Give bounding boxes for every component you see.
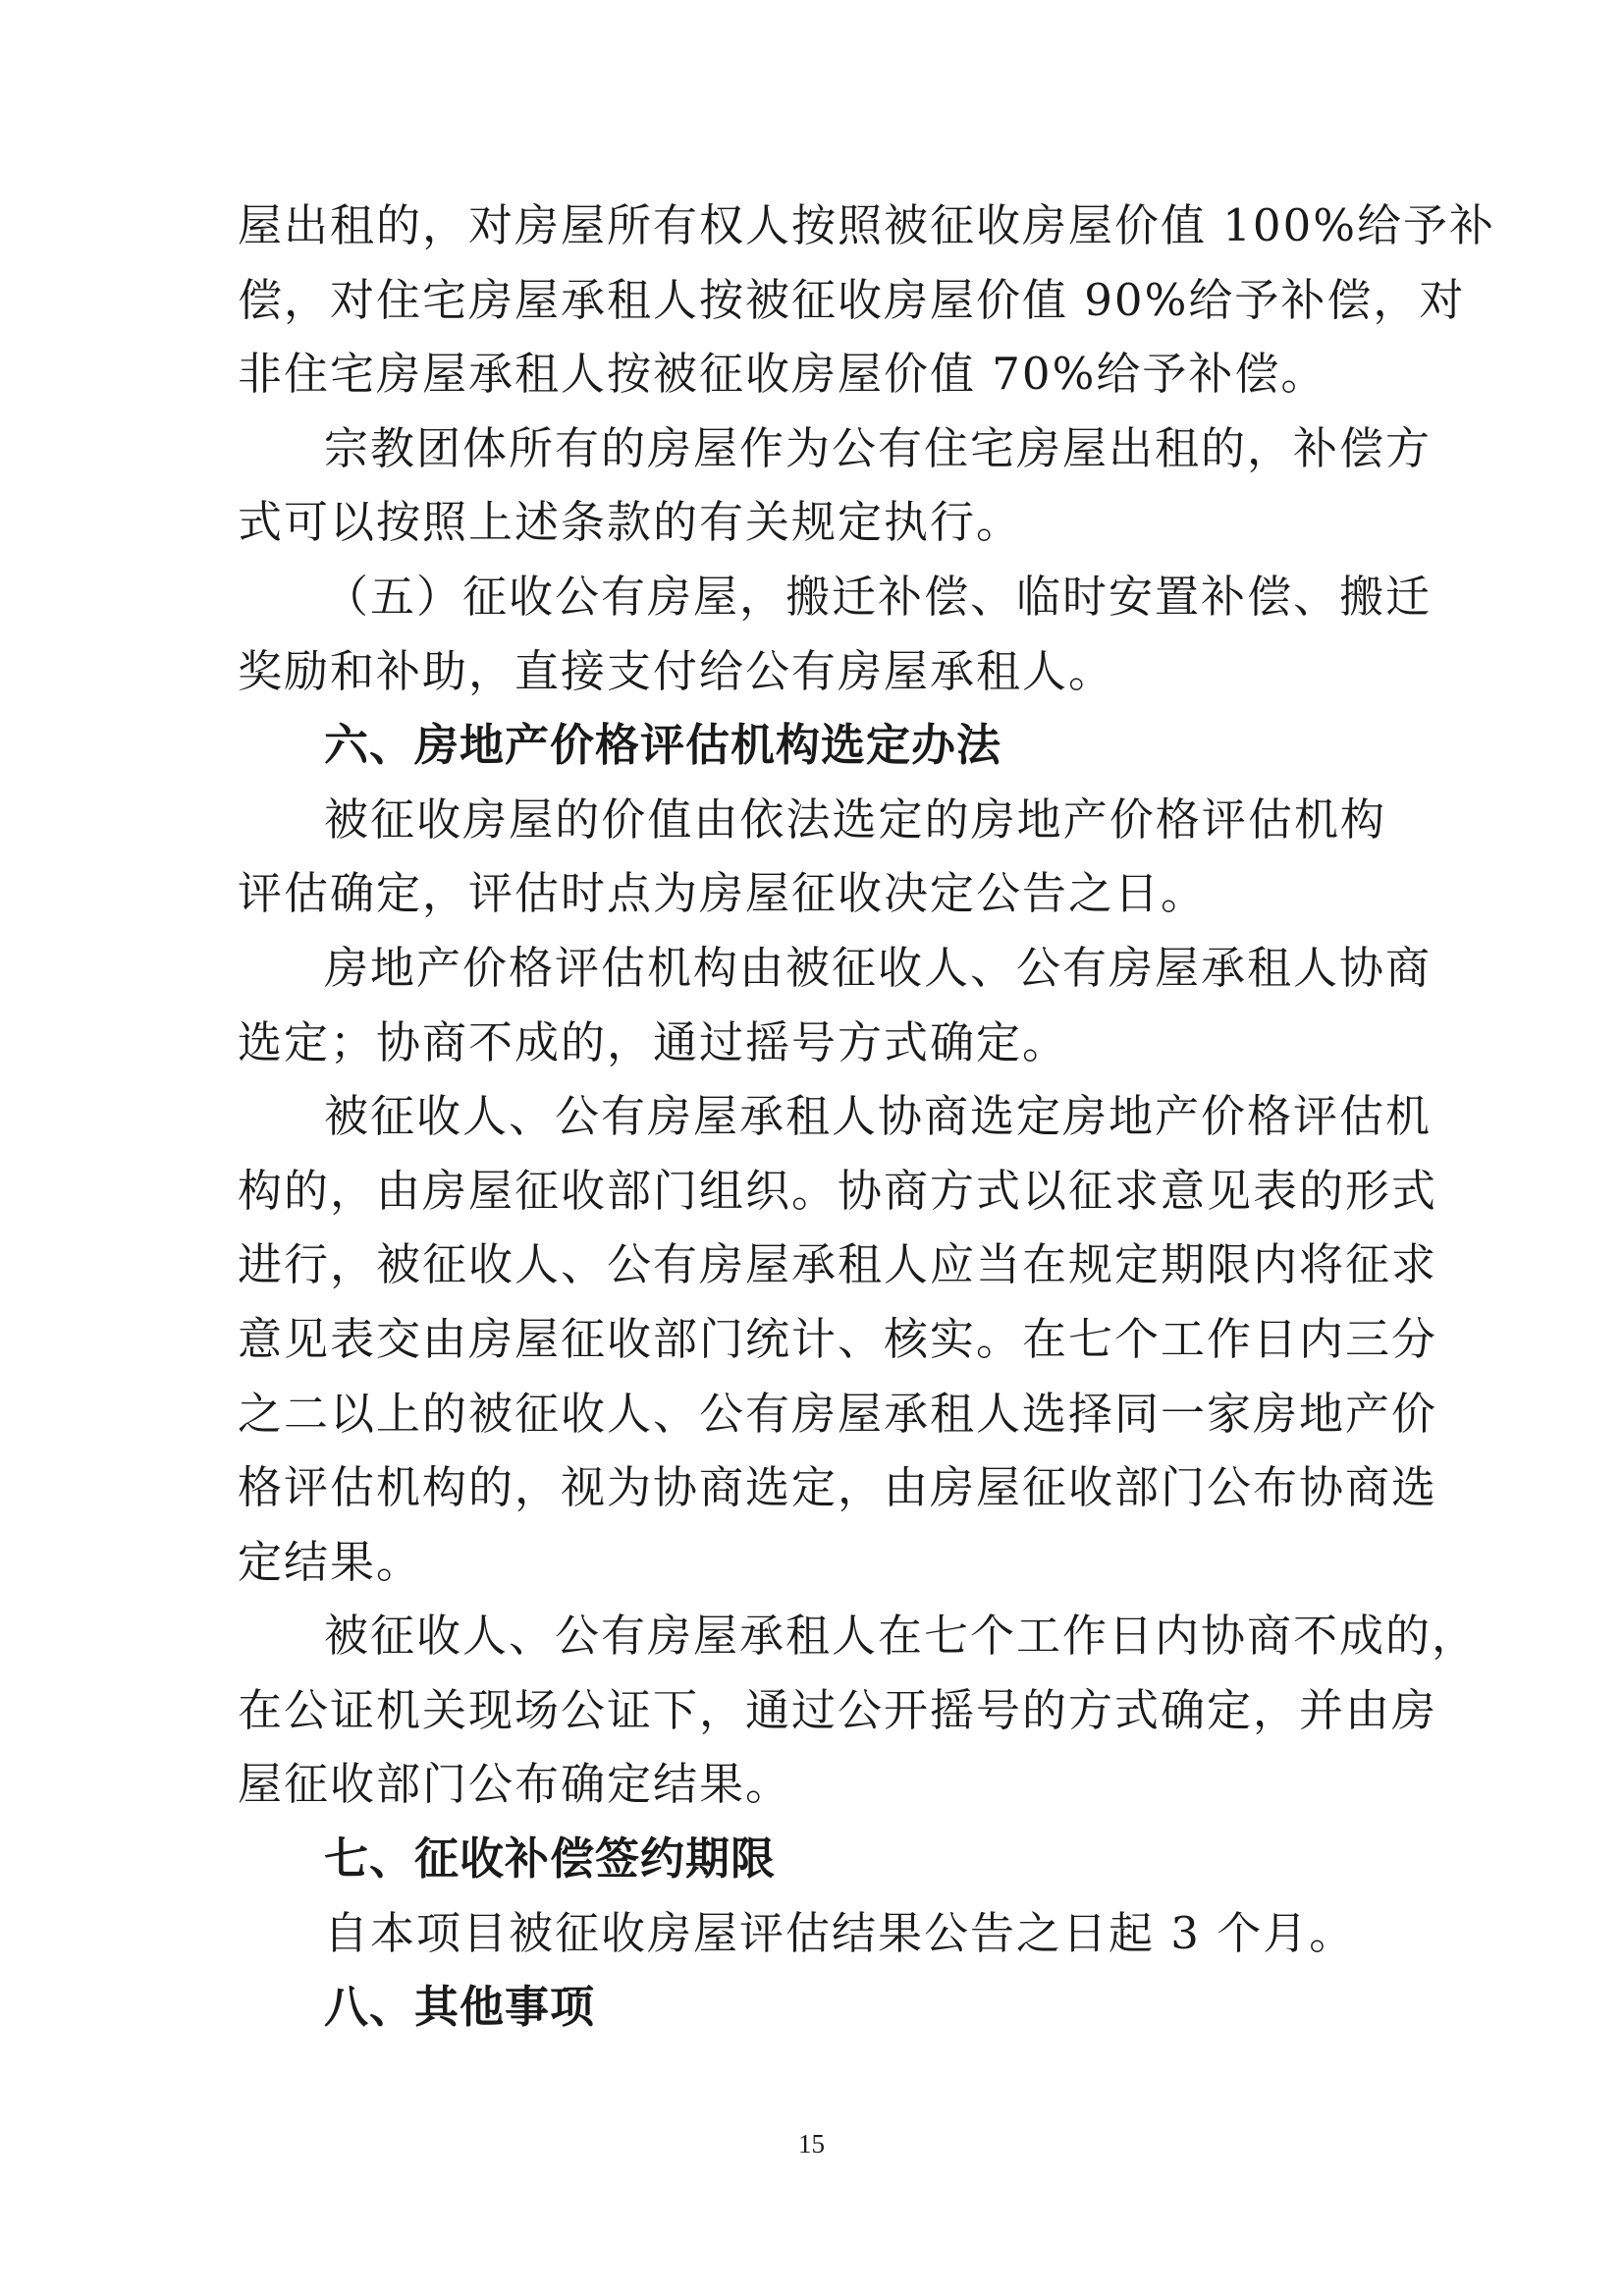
text-line: 意见表交由房屋征收部门统计、核实。在七个工作日内三分 [238,1312,1438,1365]
text-line: 房地产价格评估机构由被征收人、公有房屋承租人协商 [324,941,1433,994]
text-line: 屋征收部门公布确定结果。 [238,1758,792,1811]
body-text [238,189,1495,2045]
text-line: 之二以上的被征收人、公有房屋承租人选择同一家房地产价 [238,1387,1438,1440]
text-line: 被征收房屋的价值由依法选定的房地产价格评估机构 [324,793,1386,846]
section-heading: 七、征收补偿签约期限 [324,1832,777,1886]
text-line: 在公证机关现场公证下，通过公开摇号的方式确定，并由房 [238,1683,1438,1736]
section-heading: 六、房地产价格评估机构选定办法 [324,719,1002,772]
text-line: 自本项目被征收房屋评估结果公告之日起 3 个月。 [324,1906,1356,1959]
text-line: 选定；协商不成的，通过摇号方式确定。 [238,1015,1069,1068]
text-line: 构的，由房屋征收部门组织。协商方式以征求意见表的形式 [238,1164,1438,1217]
text-line: 被征收人、公有房屋承租人在七个工作日内协商不成的， [324,1610,1479,1663]
text-line: 奖励和补助，直接支付给公有房屋承租人。 [238,644,1115,697]
text-line: 被征收人、公有房屋承租人协商选定房地产价格评估机 [324,1090,1433,1143]
text-line: 进行，被征收人、公有房屋承租人应当在规定期限内将征求 [238,1238,1438,1291]
text-line: 屋出租的，对房屋所有权人按照被征收房屋价值 100%给予补 [238,199,1495,251]
text-line: 定结果。 [238,1535,423,1588]
text-line: 式可以按照上述条款的有关规定执行。 [238,496,1023,549]
text-line: 非住宅房屋承租人按被征收房屋价值 70%给予补偿。 [238,348,1327,401]
page-number: 15 [798,2129,825,2159]
text-line: 格评估机构的，视为协商选定，由房屋征收部门公布协商选 [238,1461,1438,1514]
text-line: （五）征收公有房屋，搬迁补偿、临时安置补偿、搬迁 [324,570,1433,623]
text-line: 偿，对住宅房屋承租人按被征收房屋价值 90%给予补偿，对 [238,273,1466,326]
text-line: 宗教团体所有的房屋作为公有住宅房屋出租的，补偿方 [324,421,1433,474]
text-line: 评估确定，评估时点为房屋征收决定公告之日。 [238,867,1208,920]
section-heading: 八、其他事项 [324,1981,596,2034]
